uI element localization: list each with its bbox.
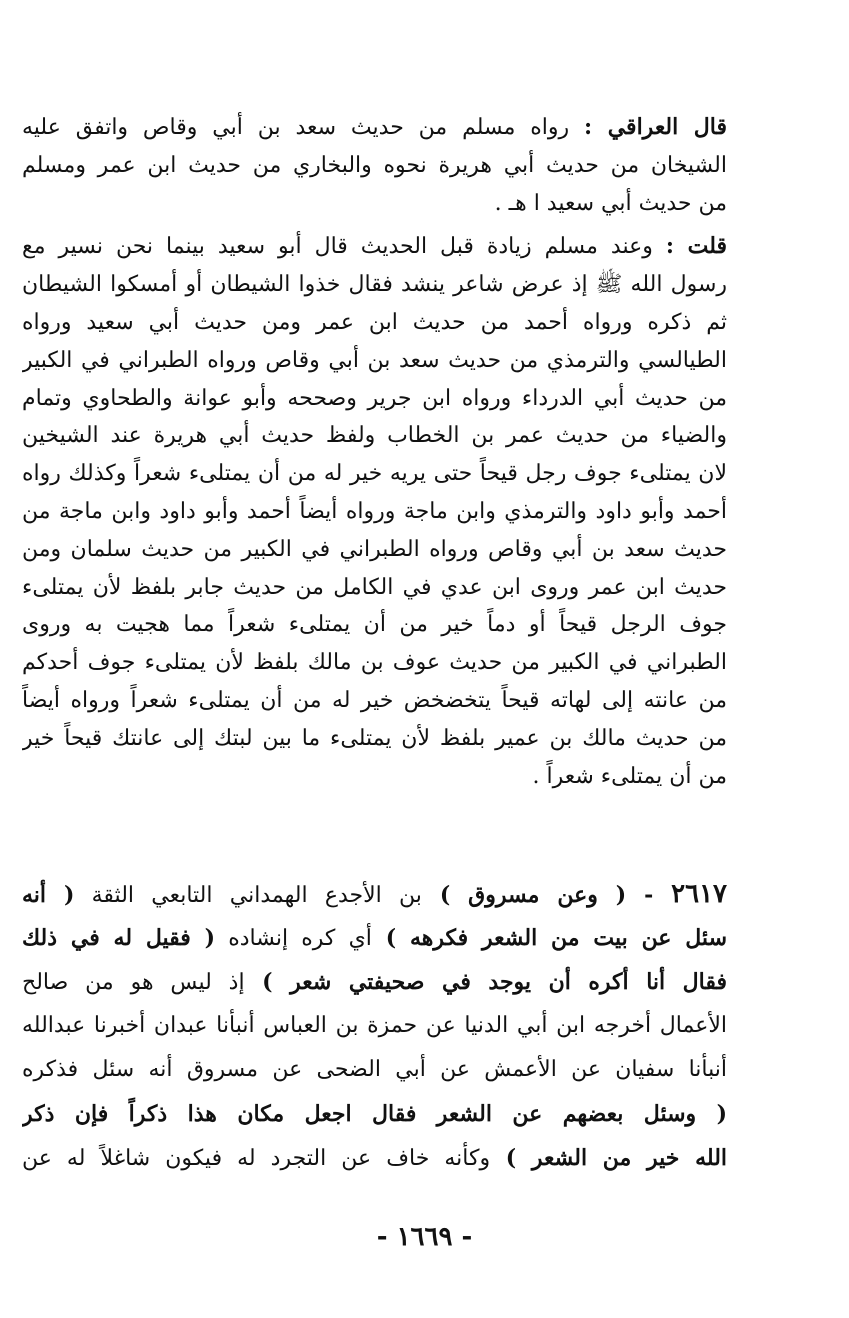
hadith-text: ( فقيل له في ذلك bbox=[22, 925, 216, 951]
commentary-line bbox=[22, 682, 727, 720]
main-line bbox=[22, 1004, 727, 1048]
commentary-line bbox=[22, 644, 727, 682]
hadith-text: ( وسئل بعضهم عن الشعر فقال اجعل مكان هذا ذكراً فإن ذكر bbox=[22, 1101, 727, 1127]
commentary-text: من حديث مالك بن عمير بلفظ لأن يمتلىء ما بين لبتك إلى عانتك قيحاً خير bbox=[22, 725, 727, 751]
commentary-text: رسول الله ﷺ إذ عرض شاعر ينشد فقال خذوا الشيطان أو أمسكوا الشيطان bbox=[22, 272, 727, 298]
commentary-text: وعند مسلم زيادة قبل الحديث قال أبو سعيد بينما نحن نسير مع bbox=[22, 234, 666, 260]
commentary-line bbox=[22, 266, 727, 304]
commentary-text: الطبراني في الكبير من حديث عوف بن مالك بلفظ لأن يمتلىء جوف أحدكم bbox=[22, 650, 727, 676]
main-line bbox=[22, 1092, 727, 1136]
main-line bbox=[22, 872, 727, 916]
main-line bbox=[22, 960, 727, 1004]
commentary-line bbox=[22, 606, 727, 644]
commentary-line bbox=[22, 185, 727, 223]
commentary-line bbox=[22, 304, 727, 342]
commentary-text: الشيخان من حديث أبي هريرة نحوه والبخاري من حديث ابن عمر ومسلم bbox=[22, 152, 727, 178]
commentary-text: الطيالسي والترمذي من حديث سعد بن أبي وقاص ورواه الطبراني في الكبير bbox=[22, 347, 727, 373]
explanation-text: وكأنه خاف عن التجرد له فيكون شاغلاً له عن bbox=[22, 1146, 491, 1171]
commentary-text: جوف الرجل قيحاً أو دماً خير من أن يمتلىء شعراً مما هجيت به وروى bbox=[22, 612, 727, 638]
commentary-text: من حديث أبي سعيد ا هـ . bbox=[494, 190, 727, 216]
commentary-line bbox=[22, 720, 727, 758]
hadith-number: ٢٦١٧ bbox=[671, 879, 727, 909]
commentary-line bbox=[22, 493, 727, 531]
commentary-lead-label: قال العراقي : bbox=[584, 114, 727, 140]
hadith-text: - ( وعن مسروق ) bbox=[421, 882, 672, 908]
commentary-line bbox=[22, 531, 727, 569]
main-line bbox=[22, 916, 727, 960]
commentary-line bbox=[22, 455, 727, 493]
main-line bbox=[22, 1136, 727, 1180]
commentary-line bbox=[22, 228, 727, 266]
commentary-text: من أن يمتلىء شعراً . bbox=[532, 763, 727, 789]
page-number: - ١٦٦٩ - bbox=[376, 1222, 473, 1252]
commentary-text: من عانته إلى لهاته قيحاً يتخضخض خير له من أن يمتلىء شعراً ورواه أيضاً bbox=[22, 687, 727, 713]
hadith-text: فقال أنا أكره أن يوجد في صحيفتي شعر ) bbox=[244, 969, 727, 995]
explanation-text: أنبأنا سفيان عن الأعمش عن أبي الضحى عن مسروق أنه سئل فذكره bbox=[22, 1057, 727, 1082]
commentary-line bbox=[22, 147, 727, 185]
commentary-text: أحمد وأبو داود والترمذي وابن ماجة ورواه أيضاً أحمد وأبو داود وابن ماجة من bbox=[22, 498, 727, 524]
commentary-text: من حديث أبي الدرداء ورواه ابن جرير وصححه وأبو عوانة والطحاوي وتمام bbox=[22, 385, 727, 411]
commentary-section bbox=[22, 109, 727, 795]
explanation-text: إذ ليس هو من صالح bbox=[22, 970, 245, 995]
hadith-text: سئل عن بيت من الشعر فكرهه ) bbox=[371, 925, 727, 951]
commentary-line bbox=[22, 417, 727, 455]
commentary-line bbox=[22, 569, 727, 607]
commentary-text: رواه مسلم من حديث سعد بن أبي وقاص واتفق عليه bbox=[22, 115, 585, 140]
commentary-text: ثم ذكره ورواه أحمد من حديث ابن عمر ومن حديث أبي سعيد ورواه bbox=[22, 309, 727, 335]
commentary-line bbox=[22, 109, 727, 147]
explanation-text: الأعمال أخرجه ابن أبي الدنيا عن حمزة بن العباس أنبأنا عبدان أخبرنا عبدالله bbox=[22, 1013, 727, 1038]
explanation-text: بن الأجدع الهمداني التابعي الثقة bbox=[74, 883, 422, 908]
hadith-text: الله خير من الشعر ) bbox=[490, 1145, 727, 1171]
main-text-section bbox=[22, 872, 727, 1180]
commentary-line bbox=[22, 380, 727, 418]
commentary-text: والضياء من حديث عمر بن الخطاب ولفظ حديث أبي هريرة عند الشيخين bbox=[22, 423, 727, 449]
commentary-text: لان يمتلىء جوف رجل قيحاً حتى يريه خير له من أن يمتلىء شعراً وكذلك رواه bbox=[22, 461, 727, 487]
commentary-line bbox=[22, 758, 727, 796]
hadith-text: ( أنه bbox=[22, 882, 75, 908]
explanation-text: أي كره إنشاده bbox=[215, 926, 372, 951]
commentary-text: حديث ابن عمر وروى ابن عدي في الكامل من حديث جابر بلفظ لأن يمتلىء bbox=[22, 574, 727, 600]
commentary-line bbox=[22, 342, 727, 380]
main-line bbox=[22, 1048, 727, 1092]
commentary-text: حديث سعد بن أبي وقاص ورواه الطبراني في الكبير من حديث سلمان ومن bbox=[22, 536, 727, 562]
commentary-lead-label: قلت : bbox=[665, 233, 727, 260]
